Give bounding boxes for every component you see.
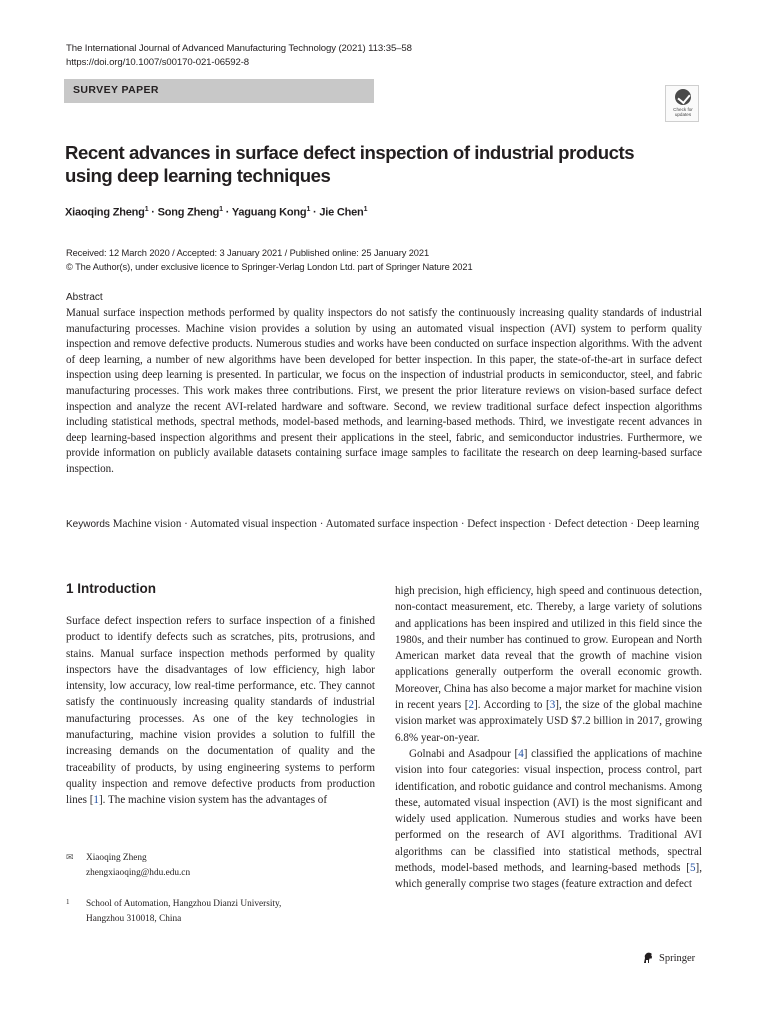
doi-link[interactable]: https://doi.org/10.1007/s00170-021-06592-8 (66, 57, 250, 68)
journal-citation: The International Journal of Advanced Manufacturing Technology (2021) 113:35–58 (66, 43, 412, 54)
copyright-icon: © (66, 262, 76, 272)
publication-dates: Received: 12 March 2020 / Accepted: 3 January 2021 / Published online: 25 January 2021 (66, 248, 430, 258)
section-heading-introduction: 1 Introduction (66, 581, 156, 596)
citation-link[interactable]: 5 (689, 862, 696, 875)
author-list: Xiaoqing Zheng$^1$ · Song Zheng$^1$ · Yaguang Kong$^1$ · Jie Chen$^1$ (65, 206, 368, 219)
check-mark-icon (675, 89, 691, 105)
envelope-icon: ✉ (66, 852, 74, 862)
article-type-banner (64, 79, 374, 103)
right-column (395, 583, 702, 893)
corresponding-email[interactable]: zhengxiaoqing@hdu.edu.cn (86, 868, 191, 878)
citation-link[interactable]: 2 (468, 699, 475, 712)
intro-paragraph: Golnabi and Asadpour [4] classified the applications of machine vision into four categories: visual inspection, process control, part identification, and robotic guidance and control mechanisms. Among these, automated visual inspection (AVI) is the most significant and widely used application. Numerous studies and works have been performed on the research of AVI algorithms. Traditional AVI algorithms can be classified into statistical methods, spectral methods, model-based methods, and learning-based methods [5], which generally comprise two stages (feature extraction and defect (395, 747, 703, 891)
keywords-label: Keywords (66, 519, 110, 530)
correspondence-block (66, 850, 190, 881)
author-name[interactable]: Jie Chen (319, 206, 364, 219)
affiliation-block (66, 897, 281, 927)
keywords (66, 516, 706, 534)
affiliation-line: School of Automation, Hangzhou Dianzi University, (86, 899, 282, 909)
publisher-name: Springer (659, 952, 696, 964)
citation-link[interactable]: 4 (518, 747, 524, 760)
intro-paragraph: Surface defect inspection refers to surface inspection of a finished product to identify defects such as scratches, pits, protrusions, and stains. Manual surface inspection methods performed by quality inspectors have the disadvantages of low efficiency, high labor intensity, low accuracy, low real-time performance, etc. They cannot satisfy the continuously increasing quality standards of industrial manufacturing processes. As one of the key technologies in manufacturing, machine vision provides a solution to fulfill the increasing demands on the documentation of quality and the traceability of products, by using engineering systems to perform quality inspection and remove defective products from production lines [1]. The machine vision system has the advantages of (66, 615, 375, 807)
author-name[interactable]: Song Zheng (157, 206, 220, 219)
springer-logo (641, 951, 695, 965)
left-column (66, 613, 375, 809)
author-name[interactable]: Xiaoqing Zheng (65, 206, 145, 219)
citation-link[interactable]: 1 (93, 794, 99, 807)
abstract-body: Manual surface inspection methods performed by quality inspectors do not satisfy the continuously increasing quality standards of industrial manufacturing processes. Machine vision provides a solution by using an automated visual inspection (AVI) system to perform quality inspection and remove defective products. Numerous studies and works have been conducted on surface inspection algorithms. With the advent of deep learning, a number of new algorithms have been developed for better inspection. In this paper, the state-of-the-art in surface defect inspection using deep learning is presented. In particular, we focus on the inspection of industrial products in semiconductor, steel, and fabric manufacturing processes. This work makes three contributions. First, we present the prior literature reviews on vision-based surface defect inspection and analyze the recent AVI-related hardware and software. Second, we review traditional surface defect inspection algorithms including statistical methods, spectral methods, model-based methods, and learning-based methods. Third, we investigate recent advances in deep learning-based inspection algorithms and present their applications in the steel, fabric, and semiconductor industries. Furthermore, we provide information on publicly available datasets containing surface image samples to facilitate the research on deep learning-based surface inspection. (66, 307, 702, 475)
affiliation-number: 1 (66, 898, 70, 906)
copyright-line: © The Author(s), under exclusive licence to Springer-Verlag London Ltd. part of Springer Nature 2021 (66, 262, 473, 272)
intro-paragraph: high precision, high efficiency, high speed and continuous detection, non-contact measurement, etc. Thereby, a large variety of solutions and applications has been inspired and utilized in this field since the 1980s, and their number has continued to grow. European and North American market data reveal that the growth of machine vision applications generally outperform the overall economic growth. Moreover, China has also become a major market for machine vision in recent years [2]. According to [3], the size of the global machine vision market was approximately USD $7.2 billion in 2017, growing 6.8% year-on-year. (395, 585, 702, 744)
check-for-updates-button[interactable] (665, 85, 699, 122)
article-type-label: SURVEY PAPER (73, 84, 159, 96)
article-title: Recent advances in surface defect inspection of industrial products using deep learning techniques (65, 142, 635, 186)
author-name[interactable]: Yaguang Kong (231, 206, 307, 219)
citation-link[interactable]: 3 (549, 699, 556, 712)
abstract-heading: Abstract (66, 292, 103, 303)
affiliation-line: Hangzhou 310018, China (86, 914, 182, 924)
keywords-list: Machine vision · Automated visual inspection · Automated surface inspection · Defect inspection · Defect detection · Deep learning (112, 518, 700, 530)
corresponding-author: Xiaoqing Zheng (86, 853, 147, 863)
horse-icon (641, 951, 655, 965)
check-updates-label: Check for updates (673, 107, 693, 117)
